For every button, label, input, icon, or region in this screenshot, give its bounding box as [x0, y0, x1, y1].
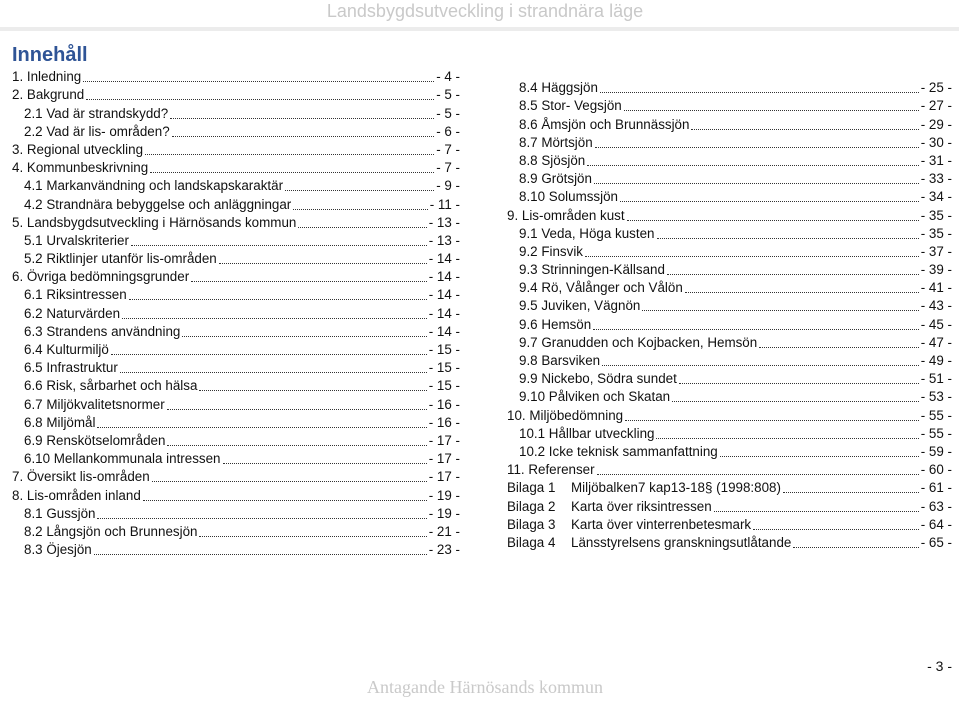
appendix-key: Bilaga 2: [507, 498, 556, 514]
appendix-page: - 63 -: [920, 498, 952, 514]
toc-leader-dots: [620, 201, 919, 202]
toc-entry-label: 8.2 Långsjön och Brunnesjön: [24, 523, 198, 539]
toc-leader-dots: [152, 481, 427, 482]
toc-entry-page: - 25 -: [920, 80, 952, 96]
toc-leader-dots: [714, 511, 919, 512]
toc-leader-dots: [602, 365, 919, 366]
toc-entry-label: 10.2 Icke teknisk sammanfattning: [519, 443, 718, 459]
toc-entry-page: - 31 -: [920, 152, 952, 168]
toc-leader-dots: [595, 147, 919, 148]
appendix-key: Bilaga 1: [507, 480, 556, 496]
toc-leader-dots: [793, 547, 918, 548]
page-footer: Antagande Härnösands kommun: [367, 677, 603, 697]
toc-entry-page: - 17 -: [428, 432, 460, 448]
appendix-entry[interactable]: [507, 497, 952, 515]
page-number: - 3 -: [927, 658, 952, 674]
toc-entry-label: 2.1 Vad är strandskydd?: [24, 105, 169, 121]
toc-leader-dots: [679, 383, 919, 384]
appendix-page: - 61 -: [920, 480, 952, 496]
toc-leader-dots: [111, 354, 427, 355]
toc-entry-page: - 19 -: [428, 505, 460, 521]
toc-entry[interactable]: [12, 450, 460, 468]
toc-entry-label: 8.7 Mörtsjön: [519, 134, 593, 150]
toc-leader-dots: [199, 536, 426, 537]
toc-entry-label: 8.8 Sjösjön: [519, 152, 586, 168]
toc-leader-dots: [122, 318, 427, 319]
toc-leader-dots: [293, 209, 427, 210]
toc-leader-dots: [625, 420, 919, 421]
toc-entry[interactable]: [507, 425, 952, 443]
toc-entry-label: 5.2 Riktlinjer utanför lis-områden: [24, 251, 217, 267]
toc-leader-dots: [199, 390, 426, 391]
toc-entry-page: - 21 -: [428, 523, 460, 539]
toc-leader-dots: [167, 445, 426, 446]
toc-left-column: [12, 68, 460, 559]
toc-entry[interactable]: [12, 304, 460, 322]
toc-entry-page: - 14 -: [428, 287, 460, 303]
toc-entry[interactable]: [12, 541, 460, 559]
appendix-title: Karta över vinterrenbetesmark: [571, 516, 752, 532]
toc-entry-page: - 17 -: [428, 469, 460, 485]
toc-leader-dots: [172, 136, 435, 137]
toc-entry[interactable]: [12, 141, 460, 159]
toc-entry-page: - 6 -: [436, 123, 460, 139]
toc-leader-dots: [656, 438, 918, 439]
toc-entry[interactable]: [507, 352, 952, 370]
toc-entry[interactable]: [507, 279, 952, 297]
toc-entry-label: 9. Lis-områden kust: [507, 207, 625, 223]
toc-entry-label: 11. Referenser: [507, 462, 595, 478]
toc-entry-label: 6.7 Miljökvalitetsnormer: [24, 396, 165, 412]
toc-leader-dots: [120, 372, 427, 373]
toc-entry[interactable]: [507, 79, 952, 97]
toc-entry-page: - 51 -: [920, 371, 952, 387]
toc-entry-page: - 16 -: [428, 414, 460, 430]
toc-entry-page: - 17 -: [428, 451, 460, 467]
toc-entry-page: - 15 -: [428, 360, 460, 376]
toc-entry-label: 6.2 Naturvärden: [24, 305, 121, 321]
appendix-title: Karta över riksintressen: [571, 498, 712, 514]
toc-entry-page: - 49 -: [920, 353, 952, 368]
toc-entry-label: 9.2 Finsvik: [519, 243, 583, 259]
toc-leader-dots: [685, 292, 919, 293]
toc-entry-label: 4. Kommunbeskrivning: [12, 160, 149, 176]
toc-entry[interactable]: [507, 188, 952, 206]
appendix-label: [507, 516, 751, 534]
page-header: Landsbygdsutveckling i strandnära läge: [326, 1, 644, 21]
toc-entry-label: 1. Inledning: [12, 69, 82, 85]
toc-entry-page: - 60 -: [920, 462, 952, 478]
appendix-title: Länsstyrelsens granskningsutlåtande: [571, 534, 792, 550]
appendix-label: [507, 498, 712, 516]
toc-leader-dots: [170, 118, 434, 119]
toc-leader-dots: [593, 329, 919, 330]
toc-entry-label: 6.4 Kulturmiljö: [24, 342, 109, 357]
toc-entry-page: - 27 -: [920, 98, 952, 114]
toc-entry-page: - 5 -: [436, 105, 460, 121]
toc-entry-page: - 7 -: [436, 141, 460, 157]
toc-entry-page: - 29 -: [920, 116, 952, 132]
toc-entry[interactable]: [12, 523, 460, 541]
toc-entry[interactable]: [507, 170, 952, 188]
toc-entry-label: 4.2 Strandnära bebyggelse och anläggningar: [24, 196, 292, 212]
toc-entry-label: 8.4 Häggsjön: [519, 80, 598, 96]
toc-leader-dots: [86, 99, 434, 100]
toc-entry[interactable]: [12, 414, 460, 432]
toc-entry[interactable]: [12, 195, 460, 213]
toc-entry-label: 9.5 Juviken, Vägnön: [519, 298, 641, 314]
toc-entry[interactable]: [12, 486, 460, 504]
toc-entry-page: - 23 -: [428, 542, 460, 558]
toc-entry[interactable]: [12, 177, 460, 195]
toc-entry[interactable]: [12, 505, 460, 523]
toc-leader-dots: [594, 183, 919, 184]
toc-entry[interactable]: [12, 268, 460, 286]
toc-entry[interactable]: [507, 461, 952, 479]
toc-entry[interactable]: [12, 341, 460, 359]
toc-leader-dots: [672, 401, 919, 402]
toc-entry-page: - 55 -: [920, 407, 952, 423]
toc-entry[interactable]: [507, 297, 952, 315]
toc-leader-dots: [585, 256, 919, 257]
toc-entry-page: - 35 -: [920, 225, 952, 241]
toc-entry[interactable]: [507, 261, 952, 279]
toc-entry[interactable]: [507, 334, 952, 352]
toc-entry[interactable]: [12, 214, 460, 232]
toc-leader-dots: [587, 165, 918, 166]
toc-entry-page: - 16 -: [428, 396, 460, 412]
toc-leader-dots: [597, 474, 919, 475]
toc-entry[interactable]: [12, 395, 460, 413]
toc-leader-dots: [223, 463, 427, 464]
toc-entry[interactable]: [12, 250, 460, 268]
toc-entry-page: - 55 -: [920, 425, 952, 441]
toc-entry-label: 6.9 Renskötselområden: [24, 432, 166, 448]
toc-entry-page: - 14 -: [428, 305, 460, 321]
toc-entry-label: 6.8 Miljömål: [24, 414, 96, 430]
toc-entry-label: 8.5 Stor- Vegsjön: [519, 98, 622, 114]
toc-leader-dots: [691, 129, 918, 130]
toc-entry[interactable]: [507, 225, 952, 243]
toc-entry-page: - 13 -: [428, 214, 460, 230]
toc-leader-dots: [783, 492, 919, 493]
appendix-label: [507, 534, 791, 552]
toc-leader-dots: [83, 81, 434, 82]
toc-entry[interactable]: [507, 406, 952, 424]
toc-entry[interactable]: [12, 286, 460, 304]
toc-entry-label: 8.9 Grötsjön: [519, 171, 592, 187]
toc-entry-page: - 13 -: [428, 232, 460, 248]
toc-entry[interactable]: [507, 243, 952, 261]
toc-leader-dots: [97, 518, 426, 519]
toc-leader-dots: [285, 190, 434, 191]
toc-entry-page: - 45 -: [920, 316, 952, 332]
toc-entry-label: 9.10 Pålviken och Skatan: [519, 389, 671, 405]
toc-entry[interactable]: [12, 123, 460, 141]
toc-right-column: [507, 79, 952, 552]
appendix-page: - 65 -: [920, 534, 952, 550]
toc-entry-page: - 14 -: [428, 269, 460, 285]
toc-leader-dots: [97, 427, 426, 428]
toc-leader-dots: [624, 110, 919, 111]
toc-entry[interactable]: [507, 370, 952, 388]
toc-entry-page: - 33 -: [920, 171, 952, 187]
toc-entry[interactable]: [12, 104, 460, 122]
toc-entry-label: 2. Bakgrund: [12, 87, 85, 103]
appendix-entry[interactable]: [507, 479, 952, 497]
toc-entry-page: - 19 -: [428, 487, 460, 503]
toc-leader-dots: [720, 456, 919, 457]
toc-leader-dots: [191, 281, 427, 282]
toc-leader-dots: [150, 172, 434, 173]
toc-entry-label: 5.1 Urvalskriterier: [24, 232, 129, 248]
header-rule: [0, 27, 959, 31]
toc-leader-dots: [627, 220, 919, 221]
toc-entry[interactable]: [507, 134, 952, 152]
toc-entry-label: 6.10 Mellankommunala intressen: [24, 451, 221, 467]
toc-entry-label: 9.4 Rö, Vålånger och Vålön: [519, 280, 683, 296]
toc-entry[interactable]: [12, 468, 460, 486]
toc-entry[interactable]: [507, 388, 952, 406]
toc-entry[interactable]: [12, 86, 460, 104]
toc-entry-label: 9.7 Granudden och Kojbacken, Hemsön: [519, 334, 758, 350]
toc-entry-page: - 7 -: [436, 160, 460, 176]
toc-entry-label: 8.10 Solumssjön: [519, 189, 618, 205]
toc-entry-page: - 14 -: [428, 251, 460, 267]
toc-entry-page: - 14 -: [428, 323, 460, 339]
toc-entry-label: 8.3 Öjesjön: [24, 542, 92, 558]
toc-entry[interactable]: [12, 432, 460, 450]
toc-entry[interactable]: [12, 159, 460, 177]
toc-entry[interactable]: [12, 359, 460, 377]
toc-entry-label: 6.1 Riksintressen: [24, 287, 127, 303]
toc-entry[interactable]: [12, 323, 460, 341]
toc-entry-label: 5. Landsbygdsutveckling i Härnösands kommun: [12, 214, 297, 230]
toc-entry[interactable]: [507, 97, 952, 115]
toc-entry[interactable]: [12, 232, 460, 250]
toc-leader-dots: [759, 347, 919, 348]
toc-entry-label: 10.1 Hållbar utveckling: [519, 425, 655, 441]
toc-entry[interactable]: [12, 377, 460, 395]
appendix-key: Bilaga 4: [507, 534, 556, 550]
toc-leader-dots: [167, 409, 427, 410]
toc-leader-dots: [642, 310, 918, 311]
toc-entry[interactable]: [507, 443, 952, 461]
toc-entry-page: - 35 -: [920, 207, 952, 223]
appendix-label: [507, 479, 781, 497]
toc-leader-dots: [182, 336, 426, 337]
toc-entry-page: - 53 -: [920, 389, 952, 405]
toc-entry-page: - 39 -: [920, 262, 952, 278]
toc-entry[interactable]: [507, 206, 952, 224]
toc-entry-label: 8.1 Gussjön: [24, 505, 96, 521]
toc-entry[interactable]: [507, 152, 952, 170]
toc-entry-label: 9.1 Veda, Höga kusten: [519, 225, 655, 241]
toc-leader-dots: [131, 245, 427, 246]
toc-entry-page: - 4 -: [436, 69, 460, 85]
appendix-entry[interactable]: [507, 534, 952, 552]
toc-title: Innehåll: [12, 44, 88, 66]
toc-entry-label: 9.8 Barsviken: [519, 353, 601, 368]
toc-entry-page: - 59 -: [920, 443, 952, 459]
toc-entry-label: 8. Lis-områden inland: [12, 487, 141, 503]
appendix-title: Miljöbalken7 kap13-18§ (1998:808): [571, 480, 781, 496]
toc-entry-label: 9.6 Hemsön: [519, 316, 592, 332]
toc-entry-label: 6.3 Strandens användning: [24, 323, 181, 339]
toc-entry-page: - 9 -: [436, 178, 460, 194]
toc-entry-page: - 47 -: [920, 334, 952, 350]
toc-entry-page: - 15 -: [428, 342, 460, 357]
toc-entry-page: - 11 -: [429, 196, 460, 212]
toc-entry-label: 8.6 Åmsjön och Brunnässjön: [519, 116, 690, 132]
toc-leader-dots: [600, 92, 919, 93]
toc-leader-dots: [667, 274, 919, 275]
toc-entry-label: 3. Regional utveckling: [12, 141, 144, 157]
toc-entry-page: - 30 -: [920, 134, 952, 150]
toc-entry-label: 4.1 Markanvändning och landskapskaraktär: [24, 178, 284, 194]
toc-leader-dots: [753, 529, 919, 530]
toc-entry-label: 6.5 Infrastruktur: [24, 360, 118, 376]
toc-entry-label: 6. Övriga bedömningsgrunder: [12, 269, 190, 285]
toc-entry-label: 7. Översikt lis-områden: [12, 469, 150, 485]
toc-leader-dots: [298, 227, 426, 228]
toc-leader-dots: [657, 238, 919, 239]
toc-entry-page: - 5 -: [436, 87, 460, 103]
toc-entry[interactable]: [12, 68, 460, 86]
toc-entry-label: 6.6 Risk, sårbarhet och hälsa: [24, 378, 198, 394]
toc-entry-page: - 34 -: [920, 189, 952, 205]
toc-entry-page: - 15 -: [428, 378, 460, 394]
toc-entry-page: - 37 -: [920, 243, 952, 259]
appendix-key: Bilaga 3: [507, 516, 556, 532]
toc-entry[interactable]: [507, 115, 952, 133]
toc-leader-dots: [143, 500, 427, 501]
toc-entry-label: 9.3 Strinningen-Källsand: [519, 262, 665, 278]
toc-leader-dots: [94, 554, 427, 555]
toc-leader-dots: [145, 154, 434, 155]
appendix-page: - 64 -: [920, 516, 952, 532]
toc-entry-label: 9.9 Nickebo, Södra sundet: [519, 371, 677, 387]
toc-entry[interactable]: [507, 315, 952, 333]
toc-entry-label: 2.2 Vad är lis- områden?: [24, 123, 170, 139]
toc-entry-label: 10. Miljöbedömning: [507, 407, 624, 423]
appendix-entry[interactable]: [507, 516, 952, 534]
toc-leader-dots: [219, 263, 427, 264]
toc-entry-page: - 43 -: [920, 298, 952, 314]
toc-leader-dots: [129, 299, 427, 300]
toc-entry-page: - 41 -: [920, 280, 952, 296]
